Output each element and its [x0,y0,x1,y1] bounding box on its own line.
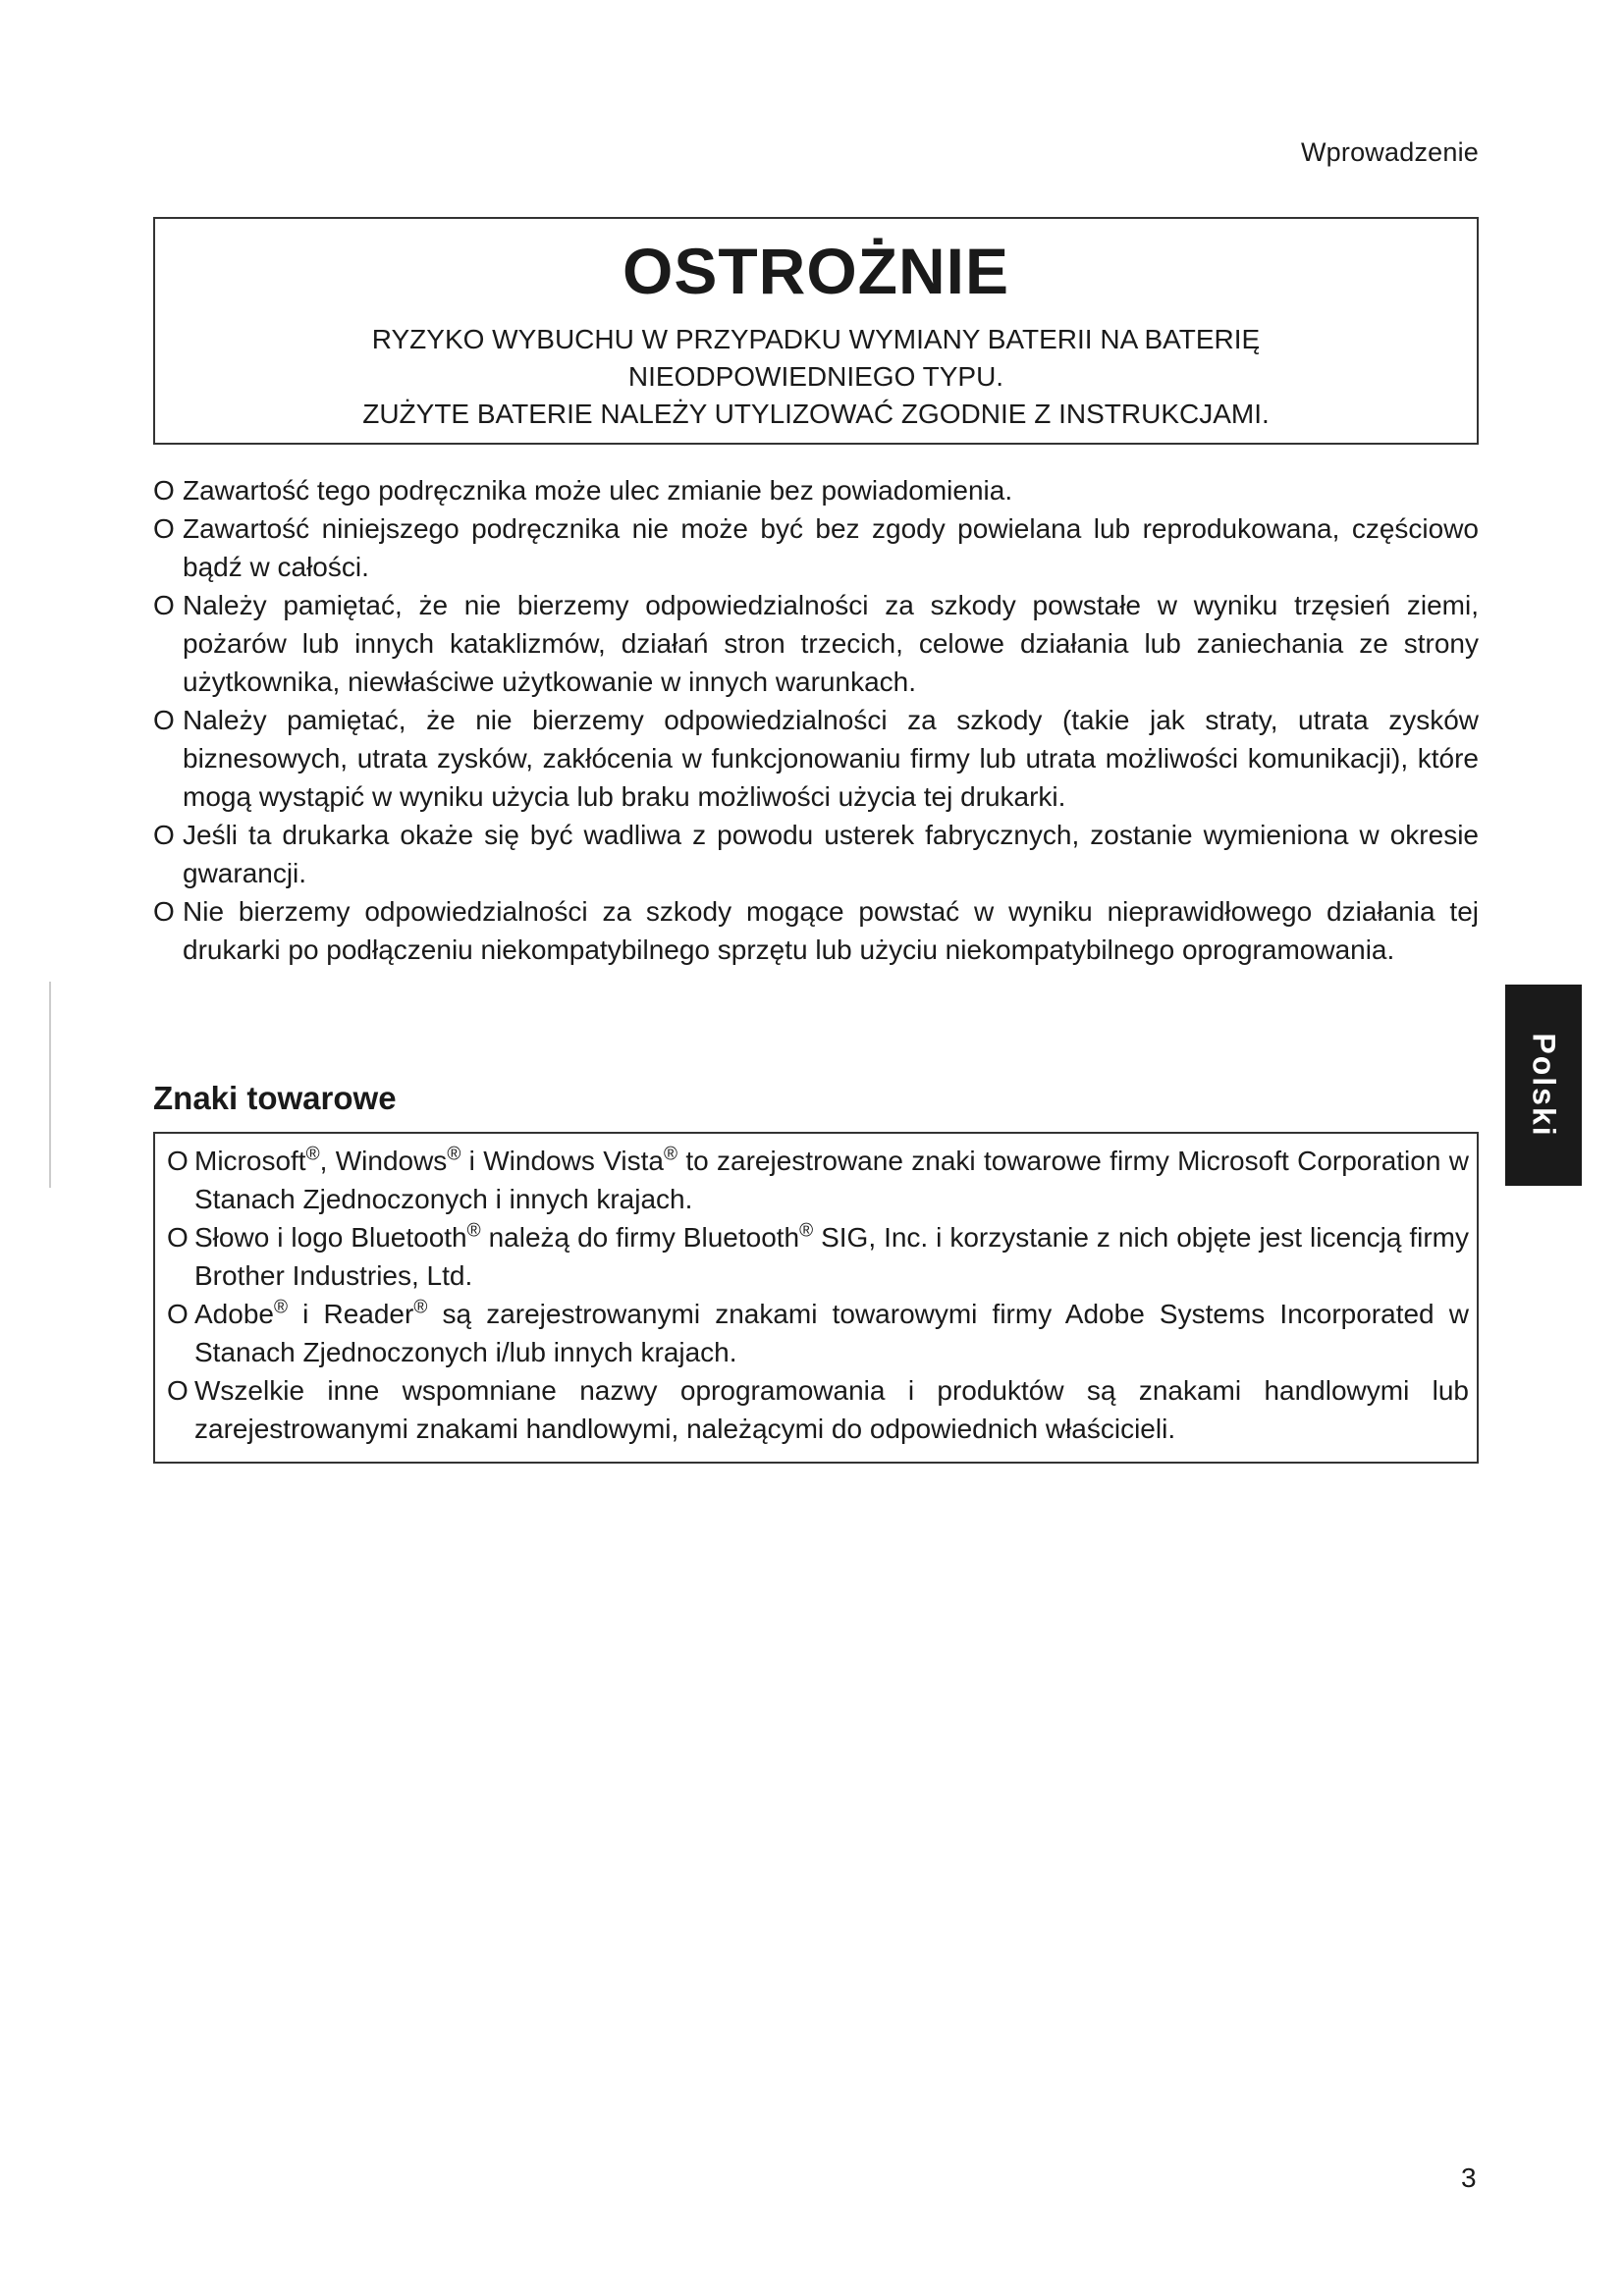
trademark-text: Microsoft®, Windows® i Windows Vista® to zarejestrowane znaki towarowe firmy Microsoft Corporation w Stanach Zjednoczonych i innych krajach. [194,1144,1470,1214]
caution-box [153,217,1479,445]
list-item [153,816,1479,892]
list-item [153,701,1479,816]
list-item [167,1218,1469,1295]
list-item [153,471,1479,509]
circle-bullet-icon: O [153,705,175,735]
language-tab [1505,985,1582,1186]
trademark-text: Słowo i logo Bluetooth® należą do firmy Bluetooth® SIG, Inc. i korzystanie z nich objęte jest licencją firmy Brother Industries, Ltd. [194,1220,1469,1291]
circle-bullet-icon: O [167,1299,189,1329]
caution-line-2: NIEODPOWIEDNIEGO TYPU. [627,361,1004,392]
margin-divider [49,982,51,1188]
notice-text: Zawartość tego podręcznika może ulec zmianie bez powiadomienia. [183,475,1013,506]
list-item [153,509,1479,586]
circle-bullet-icon: O [153,896,175,927]
trademark-text: Adobe® i Reader® są zarejestrowanymi znakami towarowymi firmy Adobe Systems Incorporated w Stanach Zjednoczonych i/lub innych krajach. [194,1297,1469,1367]
caution-text [155,321,1477,433]
registered-mark: ® [305,1144,320,1165]
list-item [167,1142,1469,1218]
list-item [153,586,1479,701]
list-item [153,892,1479,969]
list-item [167,1371,1469,1448]
registered-mark: ® [447,1144,461,1165]
circle-bullet-icon: O [167,1222,189,1253]
trademarks-heading: Znaki towarowe [153,1080,397,1116]
section-header: Wprowadzenie [1301,137,1479,167]
list-item [167,1295,1469,1371]
notice-text: Jeśli ta drukarka okaże się być wadliwa z powodu usterek fabrycznych, zostanie wymieniona w okresie gwarancji. [183,820,1479,888]
circle-bullet-icon: O [153,513,175,544]
notice-text: Nie bierzemy odpowiedzialności za szkody mogące powstać w wyniku nieprawidłowego działania tej drukarki po podłączeniu niekompatybilnego sprzętu lub użyciu niekompatybilnego oprogramowania. [183,896,1479,965]
notice-text: Należy pamiętać, że nie bierzemy odpowiedzialności za szkody (takie jak straty, utrata zysków biznesowych, utrata zysków, zakłócenia w funkcjonowaniu firmy lub utrata możliwości komunikacji), które mogą wystąpić w wyniku użycia lub braku możliwości użycia tej drukarki. [183,705,1479,812]
trademarks-box [153,1132,1479,1464]
trademark-text: Wszelkie inne wspomniane nazwy oprogramowania i produktów są znakami handlowymi lub zarejestrowanymi znakami handlowymi, należącymi do odpowiednich właścicieli. [194,1375,1469,1444]
circle-bullet-icon: O [153,820,175,850]
language-tab-label: Polski [1526,1033,1562,1138]
notice-text: Należy pamiętać, że nie bierzemy odpowiedzialności za szkody powstałe w wyniku trzęsień ziemi, pożarów lub innych kataklizmów, działań stron trzecich, celowe działania lub zaniechania ze strony użytkownika, niewłaściwe użytkowanie w innych warunkach. [183,590,1479,697]
registered-mark: ® [273,1297,288,1318]
circle-bullet-icon: O [153,475,175,506]
circle-bullet-icon: O [167,1375,189,1406]
registered-mark: ® [663,1144,677,1165]
circle-bullet-icon: O [153,590,175,620]
caution-line-3: ZUŻYTE BATERIE NALEŻY UTYLIZOWAĆ ZGODNIE Z INSTRUKCJAMI. [362,399,1270,429]
page-number: 3 [1461,2163,1477,2193]
registered-mark: ® [466,1220,481,1242]
notice-text: Zawartość niniejszego podręcznika nie może być bez zgody powielana lub reprodukowana, częściowo bądź w całości. [183,513,1479,582]
registered-mark: ® [799,1220,814,1242]
caution-title: OSTROŻNIE [622,235,1009,307]
registered-mark: ® [413,1297,428,1318]
notice-list [153,471,1479,969]
circle-bullet-icon: O [167,1146,189,1176]
caution-line-1: RYZYKO WYBUCHU W PRZYPADKU WYMIANY BATERII NA BATERIĘ [371,324,1261,354]
